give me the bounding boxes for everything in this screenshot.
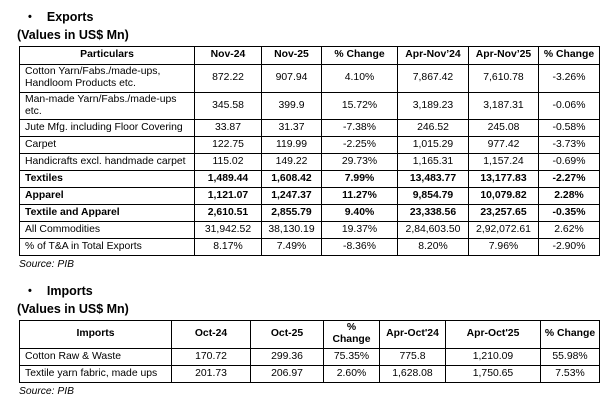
row-label: Carpet (20, 137, 195, 154)
data-cell: 2.62% (539, 222, 600, 239)
column-header: Apr-Oct'25 (446, 321, 541, 349)
table-row (20, 65, 600, 93)
data-cell: 7.53% (541, 365, 600, 382)
data-cell: 119.99 (262, 137, 322, 154)
table-row (20, 205, 600, 222)
table-row (20, 188, 600, 205)
data-cell: 115.02 (195, 154, 262, 171)
row-label: Jute Mfg. including Floor Covering (20, 120, 195, 137)
data-cell: -7.38% (322, 120, 398, 137)
data-cell: 8.20% (398, 239, 469, 256)
data-cell: 1,015.29 (398, 137, 469, 154)
data-cell: 2.60% (324, 365, 380, 382)
data-cell: 23,338.56 (398, 205, 469, 222)
data-cell: -2.25% (322, 137, 398, 154)
data-cell: 55.98% (541, 348, 600, 365)
row-label: Apparel (20, 188, 195, 205)
data-cell: 245.08 (469, 120, 539, 137)
data-cell: 907.94 (262, 65, 322, 93)
values-unit-label: (Values in US$ Mn) (17, 302, 129, 317)
data-cell: -0.69% (539, 154, 600, 171)
column-header: Oct-24 (172, 321, 251, 349)
data-cell: 13,177.83 (469, 171, 539, 188)
data-cell: 9,854.79 (398, 188, 469, 205)
exports-heading (28, 9, 592, 26)
table-row (20, 171, 600, 188)
imports-heading (28, 283, 592, 300)
values-unit-label: (Values in US$ Mn) (17, 28, 129, 42)
table-row (20, 137, 600, 154)
data-cell: 1,247.37 (262, 188, 322, 205)
data-cell: 2,84,603.50 (398, 222, 469, 239)
table-row (20, 222, 600, 239)
data-cell: 33.87 (195, 120, 262, 137)
column-header: % Change (324, 321, 380, 349)
column-header: Nov-24 (195, 47, 262, 65)
exports-table (19, 46, 600, 256)
data-cell: 38,130.19 (262, 222, 322, 239)
data-cell: 1,165.31 (398, 154, 469, 171)
column-header: Imports (20, 321, 172, 349)
data-cell: 2,92,072.61 (469, 222, 539, 239)
data-cell: 399.9 (262, 92, 322, 120)
table-row (20, 154, 600, 171)
data-cell: 7.96% (469, 239, 539, 256)
data-cell: 13,483.77 (398, 171, 469, 188)
row-label: Handicrafts excl. handmade carpet (20, 154, 195, 171)
data-cell: 201.73 (172, 365, 251, 382)
table-header-row (20, 47, 600, 65)
data-cell: 4.10% (322, 65, 398, 93)
exports-section (17, 9, 595, 271)
column-header: % Change (539, 47, 600, 65)
data-cell: 1,750.65 (446, 365, 541, 382)
data-cell: 299.36 (251, 348, 324, 365)
imports-table (19, 320, 600, 383)
data-cell: 2.28% (539, 188, 600, 205)
data-cell: 122.75 (195, 137, 262, 154)
data-cell: 1,121.07 (195, 188, 262, 205)
data-cell: 775.8 (380, 348, 446, 365)
data-cell: 2,855.79 (262, 205, 322, 222)
table-row (20, 348, 600, 365)
data-cell: -0.35% (539, 205, 600, 222)
row-label: All Commodities (20, 222, 195, 239)
table-row (20, 365, 600, 382)
table-row (20, 92, 600, 120)
imports-section (17, 283, 596, 398)
data-cell: 29.73% (322, 154, 398, 171)
data-cell: 31.37 (262, 120, 322, 137)
data-cell: 345.58 (195, 92, 262, 120)
bullet-icon: • (28, 285, 32, 298)
bullet-icon: • (28, 11, 32, 23)
data-cell: -2.27% (539, 171, 600, 188)
column-header: Nov-25 (262, 47, 322, 65)
data-cell: 170.72 (172, 348, 251, 365)
data-cell: 7,867.42 (398, 65, 469, 93)
data-cell: 2,610.51 (195, 205, 262, 222)
row-label: Cotton Raw & Waste (20, 348, 172, 365)
table-header-row (20, 321, 600, 349)
data-cell: 9.40% (322, 205, 398, 222)
data-cell: 1,489.44 (195, 171, 262, 188)
source-note: Source: PIB (19, 385, 74, 397)
data-cell: 246.52 (398, 120, 469, 137)
data-cell: 10,079.82 (469, 188, 539, 205)
data-cell: 977.42 (469, 137, 539, 154)
data-cell: 19.37% (322, 222, 398, 239)
data-cell: 15.72% (322, 92, 398, 120)
table-row (20, 120, 600, 137)
data-cell: 149.22 (262, 154, 322, 171)
data-cell: 1,628.08 (380, 365, 446, 382)
data-cell: -8.36% (322, 239, 398, 256)
row-label: Man-made Yarn/Fabs./made-ups etc. (20, 92, 195, 120)
column-header: Apr-Nov’24 (398, 47, 469, 65)
data-cell: 7,610.78 (469, 65, 539, 93)
data-cell: 75.35% (324, 348, 380, 365)
data-cell: -0.58% (539, 120, 600, 137)
column-header: Apr-Nov’25 (469, 47, 539, 65)
data-cell: 3,187.31 (469, 92, 539, 120)
source-note: Source: PIB (19, 259, 74, 271)
data-cell: -2.90% (539, 239, 600, 256)
table-row (20, 239, 600, 256)
data-cell: 7.99% (322, 171, 398, 188)
column-header: Oct-25 (251, 321, 324, 349)
column-header: Apr-Oct'24 (380, 321, 446, 349)
row-label: Cotton Yarn/Fabs./made-ups, Handloom Products etc. (20, 65, 195, 93)
data-cell: 206.97 (251, 365, 324, 382)
row-label: Textile yarn fabric, made ups (20, 365, 172, 382)
data-cell: -3.26% (539, 65, 600, 93)
data-cell: -3.73% (539, 137, 600, 154)
data-cell: 872.22 (195, 65, 262, 93)
data-cell: 8.17% (195, 239, 262, 256)
section-title-text: Imports (46, 284, 93, 299)
data-cell: 3,189.23 (398, 92, 469, 120)
data-cell: 1,210.09 (446, 348, 541, 365)
column-header: Particulars (20, 47, 195, 65)
data-cell: 31,942.52 (195, 222, 262, 239)
data-cell: 11.27% (322, 188, 398, 205)
row-label: Textiles (20, 171, 195, 188)
data-cell: 1,157.24 (469, 154, 539, 171)
data-cell: 1,608.42 (262, 171, 322, 188)
section-title-text: Exports (46, 10, 94, 24)
column-header: % Change (322, 47, 398, 65)
row-label: Textile and Apparel (20, 205, 195, 222)
data-cell: -0.06% (539, 92, 600, 120)
data-cell: 23,257.65 (469, 205, 539, 222)
data-cell: 7.49% (262, 239, 322, 256)
row-label: % of T&A in Total Exports (20, 239, 195, 256)
column-header: % Change (541, 321, 600, 349)
